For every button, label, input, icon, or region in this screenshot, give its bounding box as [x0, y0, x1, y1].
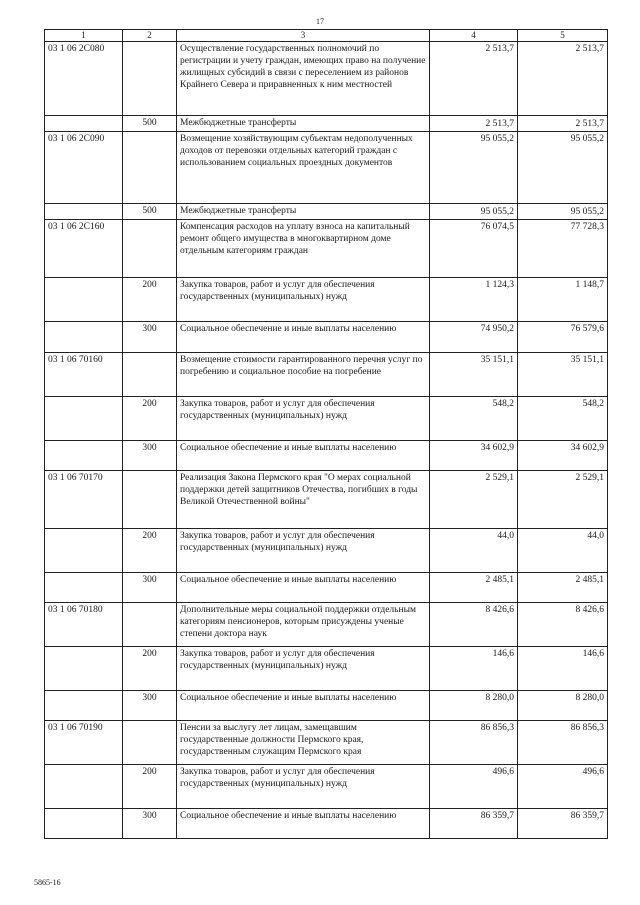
table-body: [45, 42, 608, 839]
amount-year-1: 34 602,9: [430, 441, 518, 471]
expense-description: Социальное обеспечение и иные выплаты населению: [177, 691, 430, 721]
budget-classification-code: [45, 647, 123, 691]
budget-classification-code: [45, 441, 123, 471]
expense-type-code: 200: [123, 765, 177, 809]
expense-type-code: 200: [123, 529, 177, 573]
expense-description: Социальное обеспечение и иные выплаты населению: [177, 809, 430, 839]
expense-type-code: [123, 603, 177, 647]
budget-classification-code: [45, 322, 123, 353]
budget-classification-code: 03 1 06 70160: [45, 353, 123, 397]
table-row: [45, 42, 608, 116]
expense-type-code: [123, 220, 177, 278]
budget-classification-code: [45, 529, 123, 573]
table-row: [45, 603, 608, 647]
budget-classification-code: [45, 278, 123, 322]
table-row: [45, 471, 608, 529]
amount-year-1: 74 950,2: [430, 322, 518, 353]
amount-year-1: 35 151,1: [430, 353, 518, 397]
expense-description: Социальное обеспечение и иные выплаты населению: [177, 441, 430, 471]
budget-classification-code: 03 1 06 70180: [45, 603, 123, 647]
column-number-3: 3: [177, 30, 430, 42]
table-row: [45, 322, 608, 353]
table-row: [45, 529, 608, 573]
amount-year-2: 86 359,7: [518, 809, 608, 839]
expense-description: Реализация Закона Пермского края "О мерах социальной поддержки детей защитников Отечества, погибших в годы Великой Отечественной войны": [177, 471, 430, 529]
expense-type-code: [123, 42, 177, 116]
amount-year-1: 8 280,0: [430, 691, 518, 721]
expense-type-code: [123, 132, 177, 204]
expense-type-code: 300: [123, 441, 177, 471]
amount-year-1: 8 426,6: [430, 603, 518, 647]
footer-document-code: 5865-16: [34, 878, 61, 887]
amount-year-1: 1 124,3: [430, 278, 518, 322]
amount-year-1: 2 529,1: [430, 471, 518, 529]
table-row: [45, 132, 608, 204]
expense-description: Возмещение хозяйствующим субъектам недополученных доходов от перевозки отдельных категорий граждан с использованием социальных проездных документов: [177, 132, 430, 204]
expense-description: Закупка товаров, работ и услуг для обеспечения государственных (муниципальных) нужд: [177, 397, 430, 441]
amount-year-2: 548,2: [518, 397, 608, 441]
column-number-2: 2: [123, 30, 177, 42]
amount-year-2: 2 513,7: [518, 116, 608, 132]
table-row: [45, 397, 608, 441]
amount-year-1: 548,2: [430, 397, 518, 441]
expense-type-code: 300: [123, 809, 177, 839]
table-row: [45, 278, 608, 322]
budget-classification-code: 03 1 06 2С090: [45, 132, 123, 204]
amount-year-1: 44,0: [430, 529, 518, 573]
budget-classification-code: [45, 116, 123, 132]
expense-description: Осуществление государственных полномочий по регистрации и учету граждан, имеющих право на получение жилищных субсидий в связи с переселением из районов Крайнего Севера и приравненных к ним местностей: [177, 42, 430, 116]
budget-classification-code: [45, 765, 123, 809]
table-row: [45, 647, 608, 691]
amount-year-2: 77 728,3: [518, 220, 608, 278]
table-row: [45, 809, 608, 839]
amount-year-1: 2 513,7: [430, 42, 518, 116]
expense-description: Дополнительные меры социальной поддержки отдельным категориям пенсионеров, которым присуждены ученые степени доктора наук: [177, 603, 430, 647]
column-number-4: 4: [430, 30, 518, 42]
expense-description: Социальное обеспечение и иные выплаты населению: [177, 573, 430, 603]
expense-description: Закупка товаров, работ и услуг для обеспечения государственных (муниципальных) нужд: [177, 529, 430, 573]
expense-description: Социальное обеспечение и иные выплаты населению: [177, 322, 430, 353]
expense-description: Возмещение стоимости гарантированного перечня услуг по погребению и социальное пособие на погребение: [177, 353, 430, 397]
column-number-5: 5: [518, 30, 608, 42]
amount-year-2: 35 151,1: [518, 353, 608, 397]
budget-classification-code: [45, 809, 123, 839]
table-row: [45, 765, 608, 809]
expense-description: Компенсация расходов на уплату взноса на капитальный ремонт общего имущества в многоквартирном доме отдельным категориям граждан: [177, 220, 430, 278]
expense-type-code: 200: [123, 397, 177, 441]
expense-description: Межбюджетные трансферты: [177, 116, 430, 132]
amount-year-1: 95 055,2: [430, 204, 518, 220]
amount-year-2: 95 055,2: [518, 132, 608, 204]
expense-type-code: 300: [123, 322, 177, 353]
column-number-header-row: [45, 30, 608, 42]
budget-classification-code: [45, 397, 123, 441]
amount-year-1: 86 856,3: [430, 721, 518, 765]
table-row: [45, 220, 608, 278]
budget-classification-code: 03 1 06 70170: [45, 471, 123, 529]
expense-type-code: 300: [123, 573, 177, 603]
expense-type-code: 500: [123, 116, 177, 132]
table-row: [45, 691, 608, 721]
table-row: [45, 353, 608, 397]
expense-type-code: [123, 353, 177, 397]
table-row: [45, 721, 608, 765]
budget-classification-code: 03 1 06 70190: [45, 721, 123, 765]
table-row: [45, 441, 608, 471]
expense-description: Закупка товаров, работ и услуг для обеспечения государственных (муниципальных) нужд: [177, 765, 430, 809]
table-row: [45, 573, 608, 603]
expense-description: Закупка товаров, работ и услуг для обеспечения государственных (муниципальных) нужд: [177, 647, 430, 691]
table-row: [45, 116, 608, 132]
amount-year-2: 2 529,1: [518, 471, 608, 529]
expense-description: Закупка товаров, работ и услуг для обеспечения государственных (муниципальных) нужд: [177, 278, 430, 322]
amount-year-1: 76 074,5: [430, 220, 518, 278]
expense-description: Межбюджетные трансферты: [177, 204, 430, 220]
budget-classification-code: 03 1 06 2С160: [45, 220, 123, 278]
amount-year-2: 2 485,1: [518, 573, 608, 603]
expense-type-code: 500: [123, 204, 177, 220]
expense-type-code: 300: [123, 691, 177, 721]
budget-classification-code: [45, 691, 123, 721]
budget-classification-code: [45, 573, 123, 603]
amount-year-2: 146,6: [518, 647, 608, 691]
amount-year-2: 86 856,3: [518, 721, 608, 765]
amount-year-2: 76 579,6: [518, 322, 608, 353]
budget-classification-code: 03 1 06 2С080: [45, 42, 123, 116]
expense-type-code: 200: [123, 278, 177, 322]
budget-table: [44, 29, 608, 839]
amount-year-2: 34 602,9: [518, 441, 608, 471]
page-number: 17: [316, 17, 324, 26]
amount-year-1: 95 055,2: [430, 132, 518, 204]
table-row: [45, 204, 608, 220]
column-number-1: 1: [45, 30, 123, 42]
amount-year-1: 2 513,7: [430, 116, 518, 132]
amount-year-2: 44,0: [518, 529, 608, 573]
amount-year-2: 2 513,7: [518, 42, 608, 116]
amount-year-2: 496,6: [518, 765, 608, 809]
amount-year-2: 8 280,0: [518, 691, 608, 721]
expense-description: Пенсии за выслугу лет лицам, замещавшим государственные должности Пермского края, государственным служащим Пермского края: [177, 721, 430, 765]
amount-year-1: 496,6: [430, 765, 518, 809]
amount-year-1: 2 485,1: [430, 573, 518, 603]
amount-year-2: 95 055,2: [518, 204, 608, 220]
expense-type-code: 200: [123, 647, 177, 691]
budget-classification-code: [45, 204, 123, 220]
amount-year-1: 86 359,7: [430, 809, 518, 839]
amount-year-2: 8 426,6: [518, 603, 608, 647]
amount-year-2: 1 148,7: [518, 278, 608, 322]
expense-type-code: [123, 721, 177, 765]
expense-type-code: [123, 471, 177, 529]
amount-year-1: 146,6: [430, 647, 518, 691]
